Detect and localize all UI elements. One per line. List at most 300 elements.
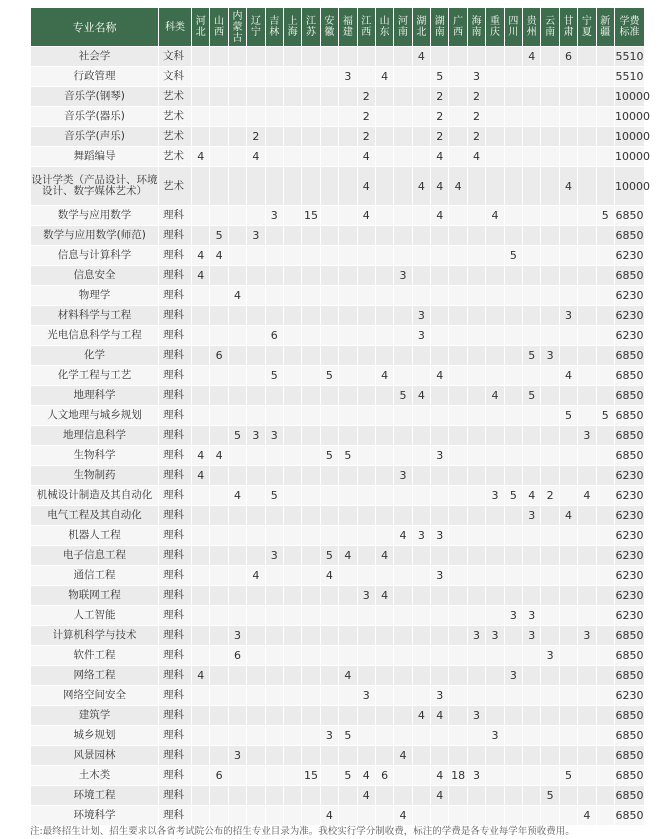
quota-cell [504, 646, 522, 666]
quota-cell: 5 [339, 766, 357, 786]
quota-cell [412, 686, 430, 706]
quota-cell [265, 746, 283, 766]
major-name: 网络工程 [31, 666, 159, 686]
quota-cell [541, 306, 559, 326]
quota-cell [449, 147, 467, 167]
quota-cell [596, 726, 614, 746]
quota-cell [523, 586, 541, 606]
quota-cell [578, 586, 596, 606]
header-char: 建 [342, 27, 353, 38]
quota-cell [431, 466, 449, 486]
quota-cell [449, 686, 467, 706]
quota-cell: 4 [431, 167, 449, 206]
quota-cell [265, 87, 283, 107]
quota-cell [596, 306, 614, 326]
quota-cell [375, 167, 393, 206]
quota-cell: 3 [541, 346, 559, 366]
quota-cell [578, 746, 596, 766]
quota-cell [559, 286, 577, 306]
quota-cell [596, 67, 614, 87]
quota-cell: 5 [210, 226, 228, 246]
table-row [31, 47, 645, 67]
quota-cell [265, 606, 283, 626]
quota-cell [559, 786, 577, 806]
major-name: 化学工程与工艺 [31, 366, 159, 386]
quota-cell [192, 366, 210, 386]
quota-cell [265, 286, 283, 306]
quota-cell [320, 646, 338, 666]
quota-cell: 4 [375, 366, 393, 386]
quota-cell [302, 87, 320, 107]
quota-cell [467, 506, 485, 526]
quota-cell [283, 606, 301, 626]
quota-cell: 3 [559, 306, 577, 326]
quota-cell [523, 67, 541, 87]
quota-cell [357, 486, 375, 506]
major-name: 社会学 [31, 47, 159, 67]
quota-cell [302, 226, 320, 246]
quota-cell [265, 646, 283, 666]
quota-cell [467, 566, 485, 586]
quota-cell [320, 426, 338, 446]
quota-cell [559, 127, 577, 147]
quota-cell [265, 67, 283, 87]
quota-cell: 3 [394, 466, 412, 486]
quota-cell [578, 306, 596, 326]
quota-cell [541, 766, 559, 786]
quota-cell: 3 [357, 586, 375, 606]
subject-type: 理科 [159, 606, 192, 626]
quota-cell [265, 306, 283, 326]
quota-cell [523, 786, 541, 806]
quota-cell [210, 286, 228, 306]
quota-cell [320, 586, 338, 606]
quota-cell [523, 666, 541, 686]
quota-cell [504, 526, 522, 546]
header-char: 山 [214, 16, 225, 27]
quota-cell [412, 566, 430, 586]
major-name: 土木类 [31, 766, 159, 786]
quota-cell [596, 127, 614, 147]
major-name [31, 167, 159, 206]
quota-cell: 2 [431, 87, 449, 107]
header-char: 内 [232, 10, 243, 22]
quota-cell [320, 346, 338, 366]
quota-cell [486, 147, 504, 167]
table-row [31, 147, 645, 167]
quota-cell [541, 147, 559, 167]
quota-cell: 3 [247, 226, 265, 246]
subject-type: 艺术 [159, 107, 192, 127]
quota-cell [394, 226, 412, 246]
quota-cell: 5 [339, 726, 357, 746]
quota-cell: 3 [412, 326, 430, 346]
quota-cell [339, 346, 357, 366]
quota-cell [449, 786, 467, 806]
quota-cell: 4 [357, 206, 375, 226]
header-province-6 [302, 8, 320, 47]
quota-cell [210, 426, 228, 446]
quota-cell [412, 646, 430, 666]
quota-cell [541, 426, 559, 446]
header-major-name: 专业名称 [31, 8, 159, 47]
quota-cell [504, 706, 522, 726]
tuition-cell: 6230 [614, 246, 644, 266]
table-row [31, 426, 645, 446]
quota-cell [210, 466, 228, 486]
quota-cell [578, 786, 596, 806]
quota-cell [486, 167, 504, 206]
subject-type: 理科 [159, 446, 192, 466]
quota-cell [596, 666, 614, 686]
quota-cell [247, 706, 265, 726]
major-name-line: 设计学类（产品设计、环境 [31, 174, 158, 186]
quota-cell [596, 746, 614, 766]
tuition-cell: 6230 [614, 286, 644, 306]
quota-cell [559, 226, 577, 246]
quota-cell [467, 167, 485, 206]
quota-cell [394, 646, 412, 666]
quota-cell [504, 87, 522, 107]
quota-cell [247, 266, 265, 286]
quota-cell [228, 586, 246, 606]
quota-cell [210, 586, 228, 606]
quota-cell [541, 226, 559, 246]
quota-cell: 5 [523, 346, 541, 366]
quota-cell [210, 147, 228, 167]
quota-cell [504, 546, 522, 566]
header-char: 南 [471, 27, 482, 38]
quota-cell [559, 346, 577, 366]
quota-cell [541, 686, 559, 706]
quota-cell [504, 386, 522, 406]
major-name: 生物科学 [31, 446, 159, 466]
quota-cell [541, 206, 559, 226]
table-row [31, 87, 645, 107]
quota-cell [192, 626, 210, 646]
quota-cell: 3 [504, 606, 522, 626]
quota-cell [449, 506, 467, 526]
quota-cell: 5 [523, 386, 541, 406]
quota-cell [467, 726, 485, 746]
quota-cell [339, 246, 357, 266]
quota-cell [192, 526, 210, 546]
header-char: 古 [232, 32, 243, 44]
quota-cell [339, 426, 357, 446]
quota-cell [541, 326, 559, 346]
quota-cell [375, 206, 393, 226]
quota-cell [357, 246, 375, 266]
quota-cell [486, 226, 504, 246]
quota-cell [578, 646, 596, 666]
quota-cell [228, 526, 246, 546]
tuition-cell: 6850 [614, 626, 644, 646]
header-char: 广 [453, 16, 464, 27]
quota-cell [320, 526, 338, 546]
header-province-2 [228, 8, 246, 47]
quota-cell [339, 606, 357, 626]
quota-cell: 3 [320, 726, 338, 746]
quota-cell [283, 686, 301, 706]
table-row [31, 686, 645, 706]
quota-cell [375, 566, 393, 586]
quota-cell [394, 306, 412, 326]
header-province-9 [357, 8, 375, 47]
quota-cell [228, 786, 246, 806]
quota-cell [357, 726, 375, 746]
quota-cell [431, 266, 449, 286]
quota-cell: 18 [449, 766, 467, 786]
major-name: 音乐学(器乐) [31, 107, 159, 127]
quota-cell [247, 646, 265, 666]
tuition-cell: 5510 [614, 47, 644, 67]
quota-cell [467, 426, 485, 446]
major-name: 信息安全 [31, 266, 159, 286]
quota-cell [192, 686, 210, 706]
subject-type: 理科 [159, 306, 192, 326]
subject-type: 理科 [159, 586, 192, 606]
table-row [31, 486, 645, 506]
subject-type: 理科 [159, 386, 192, 406]
quota-cell [596, 246, 614, 266]
major-name: 环境工程 [31, 786, 159, 806]
quota-cell [449, 286, 467, 306]
quota-cell [486, 67, 504, 87]
quota-cell: 3 [228, 626, 246, 646]
quota-cell [375, 47, 393, 67]
subject-type: 理科 [159, 646, 192, 666]
quota-cell: 3 [486, 726, 504, 746]
quota-cell [283, 147, 301, 167]
quota-cell [394, 586, 412, 606]
quota-cell [578, 666, 596, 686]
quota-cell [504, 226, 522, 246]
quota-cell [449, 446, 467, 466]
header-char: 宁 [581, 16, 592, 27]
quota-cell [431, 546, 449, 566]
header-char: 江 [306, 16, 317, 27]
subject-type: 理科 [159, 226, 192, 246]
quota-cell [412, 586, 430, 606]
tuition-cell: 6850 [614, 726, 644, 746]
quota-cell [210, 526, 228, 546]
quota-cell [523, 147, 541, 167]
table-row [31, 107, 645, 127]
quota-cell [228, 446, 246, 466]
quota-cell: 6 [375, 766, 393, 786]
quota-cell [265, 167, 283, 206]
header-char: 辽 [250, 16, 261, 27]
tuition-cell: 6850 [614, 786, 644, 806]
header-char: 河 [195, 16, 206, 27]
header-char: 肃 [563, 27, 574, 38]
quota-cell [541, 406, 559, 426]
quota-cell [339, 266, 357, 286]
table-row [31, 566, 645, 586]
quota-cell [467, 406, 485, 426]
quota-cell [523, 706, 541, 726]
quota-cell: 4 [210, 446, 228, 466]
table-row [31, 286, 645, 306]
tuition-cell: 6230 [614, 526, 644, 546]
quota-cell [394, 326, 412, 346]
quota-cell: 3 [431, 686, 449, 706]
quota-cell [192, 566, 210, 586]
quota-cell [247, 526, 265, 546]
quota-cell: 4 [431, 766, 449, 786]
header-char: 山 [379, 16, 390, 27]
quota-cell [375, 646, 393, 666]
quota-cell [228, 226, 246, 246]
quota-cell [596, 606, 614, 626]
quota-cell [596, 386, 614, 406]
quota-cell: 4 [523, 47, 541, 67]
quota-cell [283, 67, 301, 87]
quota-cell [302, 246, 320, 266]
major-name: 行政管理 [31, 67, 159, 87]
quota-cell [210, 87, 228, 107]
quota-cell [320, 226, 338, 246]
quota-cell [467, 466, 485, 486]
quota-cell [449, 47, 467, 67]
subject-type: 理科 [159, 366, 192, 386]
tuition-cell: 6850 [614, 366, 644, 386]
quota-cell: 4 [339, 666, 357, 686]
quota-cell [210, 167, 228, 206]
quota-cell [578, 566, 596, 586]
quota-cell [320, 706, 338, 726]
header-province-0 [192, 8, 210, 47]
quota-cell [394, 286, 412, 306]
quota-cell [228, 266, 246, 286]
subject-type: 理科 [159, 546, 192, 566]
table-row [31, 706, 645, 726]
quota-cell [523, 167, 541, 206]
major-name: 材料科学与工程 [31, 306, 159, 326]
quota-cell [578, 266, 596, 286]
header-char: 北 [416, 27, 427, 38]
quota-cell [283, 206, 301, 226]
quota-cell [467, 246, 485, 266]
tuition-cell: 6850 [614, 226, 644, 246]
quota-cell [559, 606, 577, 626]
quota-cell [375, 486, 393, 506]
major-name: 计算机科学与技术 [31, 626, 159, 646]
quota-cell [449, 326, 467, 346]
quota-cell [265, 266, 283, 286]
quota-cell [486, 586, 504, 606]
quota-cell: 4 [357, 147, 375, 167]
quota-cell [596, 147, 614, 167]
quota-cell [394, 766, 412, 786]
header-char: 海 [471, 16, 482, 27]
quota-cell [210, 386, 228, 406]
quota-cell [192, 546, 210, 566]
quota-cell [559, 666, 577, 686]
quota-cell: 2 [467, 87, 485, 107]
header-tuition [614, 8, 644, 47]
quota-cell: 2 [541, 486, 559, 506]
quota-cell [596, 646, 614, 666]
quota-cell [357, 306, 375, 326]
quota-cell [192, 326, 210, 346]
quota-cell [449, 266, 467, 286]
subject-type: 理科 [159, 406, 192, 426]
header-char: 疆 [600, 27, 611, 38]
subject-type: 理科 [159, 786, 192, 806]
quota-cell: 4 [394, 526, 412, 546]
quota-cell [247, 107, 265, 127]
quota-cell: 5 [265, 486, 283, 506]
quota-cell [375, 526, 393, 546]
quota-cell [523, 107, 541, 127]
header-char: 北 [195, 27, 206, 38]
quota-cell [357, 626, 375, 646]
quota-cell [283, 466, 301, 486]
header-char: 西 [453, 27, 464, 38]
quota-cell [302, 486, 320, 506]
subject-type: 理科 [159, 526, 192, 546]
quota-cell [596, 266, 614, 286]
quota-cell [228, 666, 246, 686]
quota-cell [394, 246, 412, 266]
quota-cell [192, 167, 210, 206]
quota-cell [467, 266, 485, 286]
table-row [31, 526, 645, 546]
quota-cell [394, 67, 412, 87]
quota-cell [412, 346, 430, 366]
quota-cell: 3 [265, 426, 283, 446]
quota-cell [541, 107, 559, 127]
quota-cell [467, 586, 485, 606]
quota-cell [357, 47, 375, 67]
quota-cell [320, 326, 338, 346]
quota-cell [265, 147, 283, 167]
quota-cell [320, 626, 338, 646]
quota-cell [412, 286, 430, 306]
quota-cell [302, 466, 320, 486]
quota-cell [357, 446, 375, 466]
quota-cell [504, 346, 522, 366]
quota-cell [486, 506, 504, 526]
quota-cell [210, 326, 228, 346]
quota-cell [541, 506, 559, 526]
quota-cell [375, 746, 393, 766]
quota-cell [467, 286, 485, 306]
header-subject-type: 科类 [159, 8, 192, 47]
quota-cell: 5 [559, 406, 577, 426]
quota-cell: 6 [559, 47, 577, 67]
quota-cell [394, 446, 412, 466]
subject-type: 理科 [159, 326, 192, 346]
quota-cell [283, 127, 301, 147]
quota-cell [192, 606, 210, 626]
quota-cell [449, 246, 467, 266]
quota-cell [320, 47, 338, 67]
quota-cell [265, 246, 283, 266]
quota-cell [394, 486, 412, 506]
quota-cell: 5 [394, 386, 412, 406]
quota-cell [578, 206, 596, 226]
quota-cell [431, 666, 449, 686]
quota-cell [486, 666, 504, 686]
quota-cell [596, 526, 614, 546]
quota-cell [559, 266, 577, 286]
quota-cell [559, 107, 577, 127]
header-char: 州 [526, 27, 537, 38]
quota-cell [449, 546, 467, 566]
quota-cell [283, 586, 301, 606]
